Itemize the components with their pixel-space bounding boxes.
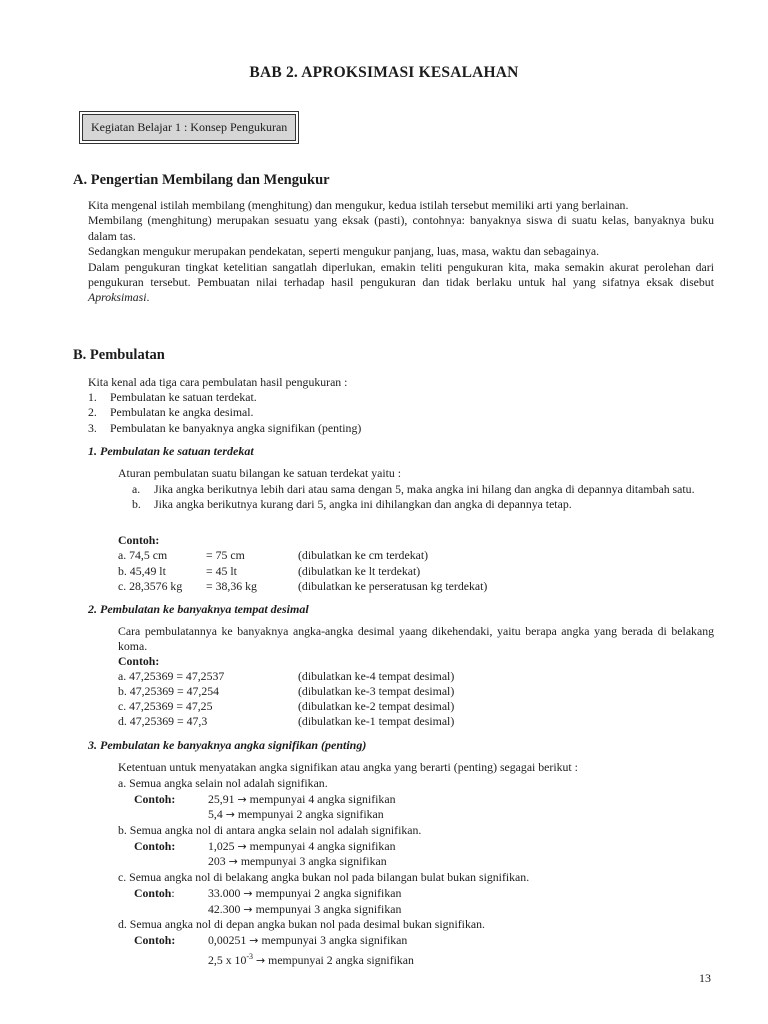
example-number: 0,00251 bbox=[208, 933, 247, 947]
arrow-icon: → bbox=[243, 887, 253, 900]
example-note: (dibulatkan ke lt terdekat) bbox=[298, 564, 421, 578]
list-item bbox=[88, 421, 714, 436]
example-value: a. 74,5 cm bbox=[118, 548, 168, 562]
rule-item bbox=[118, 482, 714, 497]
section-a-paragraph bbox=[88, 260, 714, 306]
list-item bbox=[88, 405, 714, 420]
example-desc: mempunyai 4 angka signifikan bbox=[249, 792, 396, 806]
contoh-label-row: Contoh: bbox=[134, 886, 175, 900]
example-result: = 75 cm bbox=[206, 548, 245, 562]
arrow-icon: → bbox=[237, 793, 247, 806]
subsection-1-heading: 1. Pembulatan ke satuan terdekat bbox=[88, 444, 254, 458]
example-result: = 45 lt bbox=[206, 564, 237, 578]
example-row bbox=[208, 933, 407, 948]
section-b-heading: B. Pembulatan bbox=[73, 347, 165, 363]
example-note: (dibulatkan ke-2 tempat desimal) bbox=[298, 699, 455, 713]
subsection-2-heading: 2. Pembulatan ke banyaknya tempat desimal bbox=[88, 602, 309, 616]
section-a-body bbox=[88, 198, 714, 306]
contoh-label: Contoh: bbox=[134, 839, 176, 853]
contoh-label: Contoh: bbox=[134, 933, 176, 947]
example-note: (dibulatkan ke cm terdekat) bbox=[298, 548, 429, 562]
example-row bbox=[208, 792, 395, 807]
example-number: 42.300 bbox=[208, 902, 241, 916]
example-note: (dibulatkan ke-3 tempat desimal) bbox=[298, 684, 455, 698]
example-row bbox=[208, 886, 401, 901]
example-number: 203 bbox=[208, 854, 226, 868]
example-desc: mempunyai 4 angka signifikan bbox=[249, 839, 396, 853]
contoh-label: Contoh bbox=[134, 886, 172, 900]
subsection-3-heading: 3. Pembulatan ke banyaknya angka signifikan (penting) bbox=[88, 738, 367, 752]
rounding-method-list bbox=[88, 390, 714, 436]
example-desc: mempunyai 2 angka signifikan bbox=[255, 886, 402, 900]
list-text: Pembulatan ke angka desimal. bbox=[110, 405, 254, 420]
section-a-paragraph: Sedangkan mengukur merupakan pendekatan, seperti mengukur panjang, luas, masa, waktu dan sebagainya. bbox=[88, 244, 600, 259]
example-number: 1,025 bbox=[208, 839, 235, 853]
list-text: Pembulatan ke satuan terdekat. bbox=[110, 390, 257, 404]
list-number: 3. bbox=[88, 420, 97, 435]
example-number: 33.000 bbox=[208, 886, 241, 900]
example-desc: mempunyai 3 angka signifikan bbox=[261, 933, 408, 947]
section-label-box: Kegiatan Belajar 1 : Konsep Pengukuran bbox=[82, 114, 296, 141]
example-number: 5,4 bbox=[208, 807, 223, 821]
page-title: BAB 2. APROKSIMASI KESALAHAN bbox=[249, 64, 519, 81]
section-a-paragraph: Kita mengenal istilah membilang (menghitung) dan mengukur, kedua istilah tersebut memiliki arti yang berlainan. bbox=[88, 198, 629, 212]
example-value: d. 47,25369 = 47,3 bbox=[118, 714, 208, 728]
list-number: 1. bbox=[88, 390, 97, 404]
rule-item: d. Semua angka nol di depan angka bukan nol pada desimal bukan signifikan. bbox=[118, 917, 485, 931]
list-item bbox=[88, 390, 714, 405]
list-number: 2. bbox=[88, 405, 97, 420]
arrow-icon: → bbox=[243, 903, 253, 916]
example-result: = 38,36 kg bbox=[206, 579, 257, 593]
example-row bbox=[208, 949, 414, 968]
list-text: Pembulatan ke banyaknya angka signifikan (penting) bbox=[110, 420, 362, 435]
paragraph-text: Dalam pengukuran tingkat ketelitian sangatlah diperlukan, emakin teliti pengukuran kita, maka semakin akurat perolehan dari pengukuran tersebut. Pembuatan nilai terhadap hasil pengukuran dan tidak berlaku untuk hal yang sifatnya eksak disebut bbox=[88, 259, 714, 290]
example-note: (dibulatkan ke perseratusan kg terdekat) bbox=[298, 579, 488, 593]
example-desc: mempunyai 2 angka signifikan bbox=[268, 952, 414, 967]
section-a-heading: A. Pengertian Membilang dan Mengukur bbox=[73, 172, 330, 188]
arrow-icon: → bbox=[225, 808, 235, 821]
period: . bbox=[146, 290, 150, 305]
example-value: c. 47,25369 = 47,25 bbox=[118, 699, 213, 713]
arrow-icon: → bbox=[255, 953, 266, 967]
term-aproksimasi: Aproksimasi bbox=[88, 290, 147, 305]
section-b-intro: Kita kenal ada tiga cara pembulatan hasil pengukuran : bbox=[88, 375, 348, 389]
contoh-label: Contoh: bbox=[118, 654, 160, 668]
rule-label: a. bbox=[132, 482, 141, 496]
contoh-label: Contoh: bbox=[118, 533, 160, 547]
subsection-3-intro: Ketentuan untuk menyatakan angka signifikan atau angka yang berarti (penting) segagai berikut : bbox=[118, 760, 578, 774]
example-value: b. 47,25369 = 47,254 bbox=[118, 684, 220, 698]
example-desc: mempunyai 3 angka signifikan bbox=[255, 902, 402, 916]
rule-text: Jika angka berikutnya kurang dari 5, angka ini dihilangkan dan angka di depannya tetap. bbox=[154, 497, 572, 512]
example-note: (dibulatkan ke-4 tempat desimal) bbox=[298, 669, 455, 683]
example-row bbox=[208, 839, 395, 854]
arrow-icon: → bbox=[237, 840, 247, 853]
arrow-icon: → bbox=[228, 855, 238, 868]
example-value: a. 47,25369 = 47,2537 bbox=[118, 669, 225, 683]
example-row bbox=[208, 854, 387, 869]
example-desc: mempunyai 2 angka signifikan bbox=[237, 807, 384, 821]
example-number: 25,91 bbox=[208, 792, 235, 806]
rule-item: c. Semua angka nol di belakang angka bukan nol pada bilangan bulat bukan signifikan. bbox=[118, 870, 530, 884]
rule-list bbox=[118, 482, 714, 513]
example-value: c. 28,3576 kg bbox=[118, 579, 183, 593]
contoh-label: Contoh: bbox=[134, 792, 176, 806]
rule-item bbox=[118, 497, 714, 512]
example-value: b. 45,49 lt bbox=[118, 564, 166, 578]
exponent: -3 bbox=[246, 952, 254, 961]
example-number: 2,5 x 10 bbox=[208, 952, 247, 967]
rule-item: a. Semua angka selain nol adalah signifikan. bbox=[118, 776, 328, 790]
example-row bbox=[208, 902, 401, 917]
rule-text: Aturan pembulatan suatu bilangan ke satuan terdekat yaitu : bbox=[118, 466, 402, 480]
subsection-2-text: Cara pembulatannya ke banyaknya angka-angka desimal yaang dikehendaki, yaitu berapa angka yang berada di belakang koma. bbox=[118, 624, 714, 654]
arrow-icon: → bbox=[249, 934, 259, 947]
rule-label: b. bbox=[132, 497, 141, 512]
example-row bbox=[208, 807, 384, 822]
rule-text: Jika angka berikutnya lebih dari atau sama dengan 5, maka angka ini hilang dan angka di depannya ditambah satu. bbox=[154, 482, 695, 496]
example-desc: mempunyai 3 angka signifikan bbox=[240, 854, 387, 868]
rule-item: b. Semua angka nol di antara angka selain nol adalah signifikan. bbox=[118, 823, 422, 837]
page-number: 13 bbox=[699, 971, 711, 985]
section-a-paragraph: Membilang (menghitung) merupakan sesuatu yang eksak (pasti), contohnya: banyaknya siswa di suatu kelas, banyaknya buku dalam tas. bbox=[88, 213, 714, 243]
example-note: (dibulatkan ke-1 tempat desimal) bbox=[298, 714, 455, 728]
